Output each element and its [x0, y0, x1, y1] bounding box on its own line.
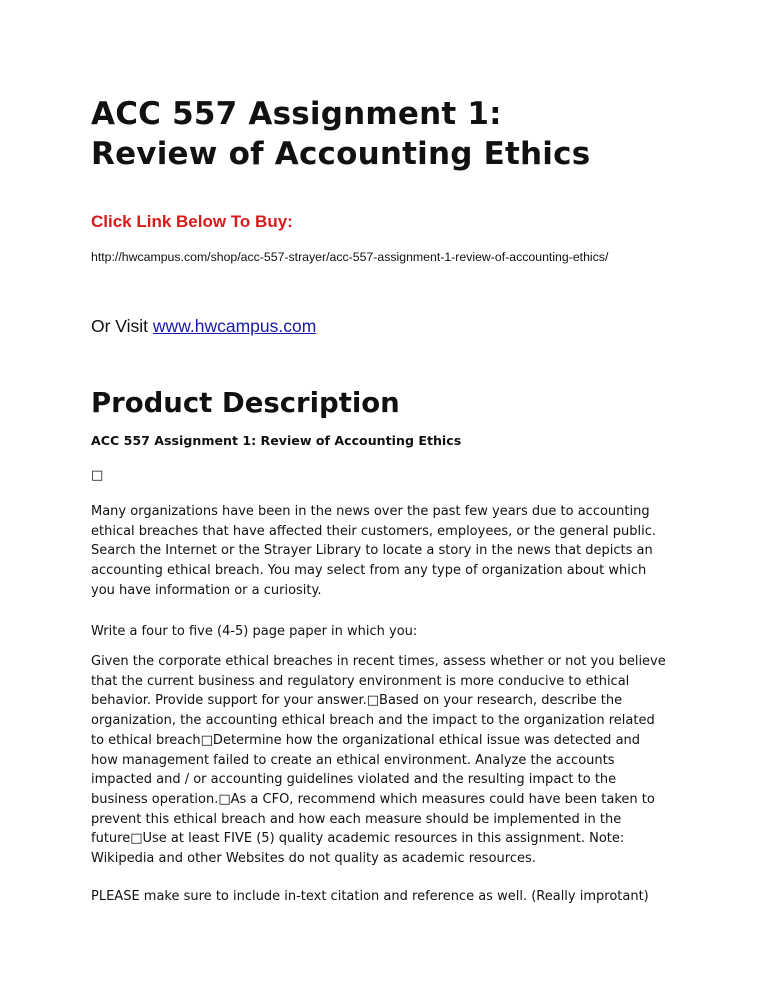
document-title — [91, 94, 590, 174]
visit-prefix: Or Visit — [91, 316, 153, 336]
citation-note: PLEASE make sure to include in-text citation and reference as well. (Really improtant) — [91, 889, 649, 904]
text-line: Search the Internet or the Strayer Library to locate a story in the news that depicts an — [91, 543, 653, 559]
text-line: impacted and / or accounting guidelines violated and the resulting impact to the — [91, 772, 617, 788]
text-line: accounting ethical breach. You may select from any type of organization about which — [91, 563, 647, 579]
intro-paragraph — [91, 502, 656, 601]
instruction-paragraph: Write a four to five (4-5) page paper in which you: — [91, 624, 418, 639]
product-subtitle: ACC 557 Assignment 1: Review of Accounting Ethics — [91, 433, 462, 448]
text-line: Many organizations have been in the news over the past few years due to accounting — [91, 504, 650, 519]
bullet-box-icon: □ — [91, 468, 104, 483]
text-line: organization, the accounting ethical breach and the impact to the organization related — [91, 713, 655, 729]
text-line: prevent this ethical breach and how each measure should be implemented in the — [91, 811, 622, 827]
text-line: how management failed to create an ethical environment. Analyze the accounts — [91, 752, 615, 768]
text-line: Given the corporate ethical breaches in recent times, assess whether or not you believe — [91, 654, 666, 669]
text-line: behavior. Provide support for your answer.□Based on your research, describe the — [91, 693, 623, 709]
text-line: to ethical breach□Determine how the organizational ethical issue was detected and — [91, 732, 641, 748]
buy-heading: Click Link Below To Buy: — [91, 212, 293, 231]
buy-url-link[interactable]: http://hwcampus.com/shop/acc-557-strayer/acc-557-assignment-1-review-of-accounting-ethics/ — [91, 250, 609, 264]
visit-line — [91, 316, 316, 337]
text-line: you have information or a curiosity. — [91, 582, 322, 598]
requirements-paragraph — [91, 652, 666, 869]
title-line: Review of Accounting Ethics — [91, 136, 591, 172]
text-line: ethical breaches that have affected their customers, employees, or the general public. — [91, 523, 657, 539]
text-line: business operation.□As a CFO, recommend which measures could have been taken to — [91, 791, 655, 807]
website-link[interactable]: www.hwcampus.com — [152, 316, 317, 336]
title-line: ACC 557 Assignment 1: — [91, 96, 502, 132]
text-line: Wikipedia and other Websites do not quality as academic resources. — [91, 851, 536, 867]
text-line: that the current business and regulatory environment is more conducive to ethical — [91, 673, 630, 689]
text-line: future□Use at least FIVE (5) quality academic resources in this assignment. Note: — [91, 831, 625, 847]
product-description-heading: Product Description — [91, 387, 400, 419]
